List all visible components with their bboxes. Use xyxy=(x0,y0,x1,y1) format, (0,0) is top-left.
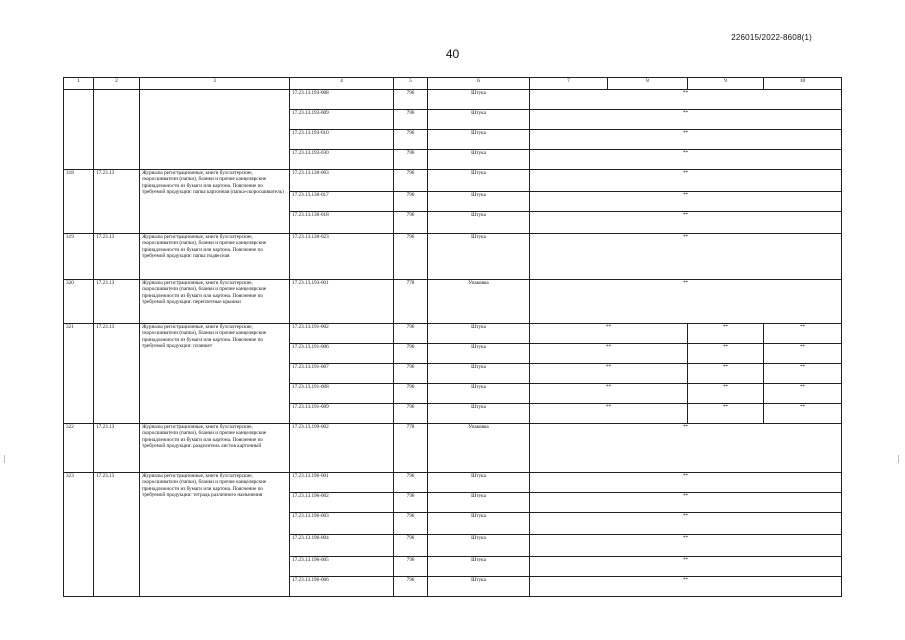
description-cell: Журналы регистрационные, книги бухгалтерские, скоросшиватели (папки), бланки и прочие канцелярские принадлежности из бумаги или картона. Пояснение по требуемой продукции: папка подвесная xyxy=(140,234,290,280)
okei-code: 796 xyxy=(394,577,428,597)
unit-name: Штука xyxy=(428,513,530,535)
description-cell: Журналы регистрационные, книги бухгалтерские, скоросшиватели (папки), бланки и прочие канцелярские принадлежности из бумаги или картона. Пояснение по требуемой продукции: разделитель листов картонный xyxy=(140,424,290,473)
unit-name: Штука xyxy=(428,344,530,364)
okei-code: 796 xyxy=(394,513,428,535)
value-cell: ** xyxy=(530,535,842,557)
okei-code: 796 xyxy=(394,192,428,212)
table-row xyxy=(64,234,842,280)
okpd-cell: 17.23.13 xyxy=(94,280,140,324)
unit-name: Штука xyxy=(428,493,530,513)
okei-code: 796 xyxy=(394,130,428,150)
description-cell: Журналы регистрационные, книги бухгалтерские, скоросшиватели (папки), бланки и прочие канцелярские принадлежности из бумаги или картона. Пояснение по требуемой продукции: переплетные крышки xyxy=(140,280,290,324)
table-header-row xyxy=(64,78,842,90)
column-header: 9 xyxy=(688,78,764,90)
okei-code: 778 xyxy=(394,280,428,324)
description-cell xyxy=(140,90,290,170)
unit-name: Штука xyxy=(428,535,530,557)
unit-name: Штука xyxy=(428,404,530,424)
value-cell: ** xyxy=(530,493,842,513)
ktru-code: 17.23.13.191-009 xyxy=(290,404,394,424)
row-number-cell: 319 xyxy=(64,234,94,280)
unit-name: Штука xyxy=(428,364,530,384)
value-cell: ** xyxy=(530,170,842,192)
value-cell: ** xyxy=(530,324,688,344)
value-cell: ** xyxy=(530,384,688,404)
okpd-cell: 17.23.13 xyxy=(94,234,140,280)
value-cell: ** xyxy=(530,90,842,110)
value-cell: ** xyxy=(530,212,842,234)
okei-code: 796 xyxy=(394,150,428,170)
ktru-code: 17.23.13.193-008 xyxy=(290,90,394,110)
value-cell: ** xyxy=(530,150,842,170)
ktru-code: 17.23.13.196-001 xyxy=(290,473,394,493)
column-header: 7 xyxy=(530,78,608,90)
ktru-code: 17.23.13.191-008 xyxy=(290,384,394,404)
okei-code: 796 xyxy=(394,535,428,557)
okei-code: 796 xyxy=(394,170,428,192)
value-cell: ** xyxy=(530,364,688,384)
value-cell: ** xyxy=(530,577,842,597)
ktru-code: 17.23.13.196-006 xyxy=(290,577,394,597)
okei-code: 796 xyxy=(394,384,428,404)
table-row xyxy=(64,170,842,192)
value-cell: ** xyxy=(688,404,764,424)
value-cell: ** xyxy=(530,130,842,150)
value-cell: ** xyxy=(764,364,842,384)
ktru-code: 17.23.13.193-001 xyxy=(290,280,394,324)
unit-name: Штука xyxy=(428,212,530,234)
ktru-code: 17.23.13.130-003 xyxy=(290,170,394,192)
okei-code: 796 xyxy=(394,234,428,280)
okei-code: 796 xyxy=(394,493,428,513)
ktru-code: 17.23.13.196-002 xyxy=(290,493,394,513)
okpd-cell: 17.23.13 xyxy=(94,424,140,473)
okpd-cell: 17.23.13 xyxy=(94,170,140,234)
value-cell: ** xyxy=(530,192,842,212)
ktru-code: 17.23.13.191-006 xyxy=(290,344,394,364)
ktru-code: 17.23.13.193-009 xyxy=(290,110,394,130)
value-cell: ** xyxy=(530,344,688,364)
value-cell: ** xyxy=(688,344,764,364)
row-number-cell: 321 xyxy=(64,324,94,424)
table-row xyxy=(64,473,842,493)
table-row xyxy=(64,324,842,344)
column-header: 1 xyxy=(64,78,94,90)
ktru-code: 17.23.13.196-003 xyxy=(290,513,394,535)
okei-code: 796 xyxy=(394,324,428,344)
description-cell: Журналы регистрационные, книги бухгалтерские, скоросшиватели (папки), бланки и прочие канцелярские принадлежности из бумаги или картона. Пояснение по требуемой продукции: планшет xyxy=(140,324,290,424)
unit-name: Штука xyxy=(428,130,530,150)
value-cell: ** xyxy=(530,234,842,280)
value-cell: ** xyxy=(764,324,842,344)
okei-code: 796 xyxy=(394,110,428,130)
value-cell: ** xyxy=(688,364,764,384)
unit-name: Штука xyxy=(428,192,530,212)
value-cell: ** xyxy=(530,280,842,324)
table-row xyxy=(64,90,842,110)
ktru-code: 17.23.13.196-004 xyxy=(290,535,394,557)
okei-code: 796 xyxy=(394,404,428,424)
description-cell: Журналы регистрационные, книги бухгалтерские, скоросшиватели (папки), бланки и прочие канцелярские принадлежности из бумаги или картона. Пояснение по требуемой продукции: тетрадь различного назначения xyxy=(140,473,290,597)
unit-name: Штука xyxy=(428,90,530,110)
unit-name: Штука xyxy=(428,384,530,404)
value-cell: ** xyxy=(764,344,842,364)
row-number-cell: 320 xyxy=(64,280,94,324)
okei-code: 796 xyxy=(394,344,428,364)
page-number: 40 xyxy=(445,47,460,61)
okpd-cell: 17.23.13 xyxy=(94,324,140,424)
procurement-table xyxy=(63,77,842,597)
ktru-code: 17.23.13.193-030 xyxy=(290,150,394,170)
value-cell: ** xyxy=(688,324,764,344)
unit-name: Штука xyxy=(428,234,530,280)
unit-name: Штука xyxy=(428,170,530,192)
value-cell: ** xyxy=(530,404,688,424)
unit-name: Штука xyxy=(428,473,530,493)
unit-name: Штука xyxy=(428,150,530,170)
unit-name: Упаковка xyxy=(428,424,530,473)
ktru-code: 17.23.13.191-007 xyxy=(290,364,394,384)
unit-name: Упаковка xyxy=(428,280,530,324)
ktru-code: 17.23.13.130-018 xyxy=(290,212,394,234)
scan-artifact xyxy=(4,455,5,463)
ktru-code: 17.23.13.196-005 xyxy=(290,557,394,577)
row-number-cell: 318 xyxy=(64,170,94,234)
row-number-cell xyxy=(64,90,94,170)
unit-name: Штука xyxy=(428,110,530,130)
column-header: 5 xyxy=(394,78,428,90)
ktru-code: 17.23.13.130-017 xyxy=(290,192,394,212)
value-cell: ** xyxy=(530,513,842,535)
okei-code: 778 xyxy=(394,424,428,473)
column-header: 4 xyxy=(290,78,394,90)
column-header: 10 xyxy=(764,78,842,90)
okpd-cell: 17.23.13 xyxy=(94,473,140,597)
row-number-cell: 323 xyxy=(64,473,94,597)
unit-name: Штука xyxy=(428,557,530,577)
unit-name: Штука xyxy=(428,324,530,344)
okei-code: 796 xyxy=(394,90,428,110)
value-cell: ** xyxy=(764,404,842,424)
column-header: 3 xyxy=(140,78,290,90)
value-cell: ** xyxy=(530,424,842,473)
column-header: 8 xyxy=(608,78,688,90)
column-header: 2 xyxy=(94,78,140,90)
value-cell: ** xyxy=(688,384,764,404)
okei-code: 796 xyxy=(394,364,428,384)
okei-code: 796 xyxy=(394,473,428,493)
value-cell: ** xyxy=(764,384,842,404)
value-cell: ** xyxy=(530,110,842,130)
ktru-code: 17.23.13.193-010 xyxy=(290,130,394,150)
ktru-code: 17.23.13.191-002 xyxy=(290,324,394,344)
okpd-cell xyxy=(94,90,140,170)
okei-code: 796 xyxy=(394,557,428,577)
table-row xyxy=(64,424,842,473)
ktru-code: 17.23.13.130-023 xyxy=(290,234,394,280)
description-cell: Журналы регистрационные, книги бухгалтерские, скоросшиватели (папки), бланки и прочие канцелярские принадлежности из бумаги или картона. Пояснение по требуемой продукции: папка картонная (папка-скоросшиватель) xyxy=(140,170,290,234)
row-number-cell: 322 xyxy=(64,424,94,473)
ktru-code: 17.23.13.199-002 xyxy=(290,424,394,473)
table-row xyxy=(64,280,842,324)
unit-name: Штука xyxy=(428,577,530,597)
value-cell: ** xyxy=(530,473,842,493)
document-registration-number: 226015/2022-8608(1) xyxy=(731,33,812,42)
value-cell: ** xyxy=(530,557,842,577)
column-header: 6 xyxy=(428,78,530,90)
okei-code: 796 xyxy=(394,212,428,234)
scan-artifact xyxy=(898,455,899,463)
